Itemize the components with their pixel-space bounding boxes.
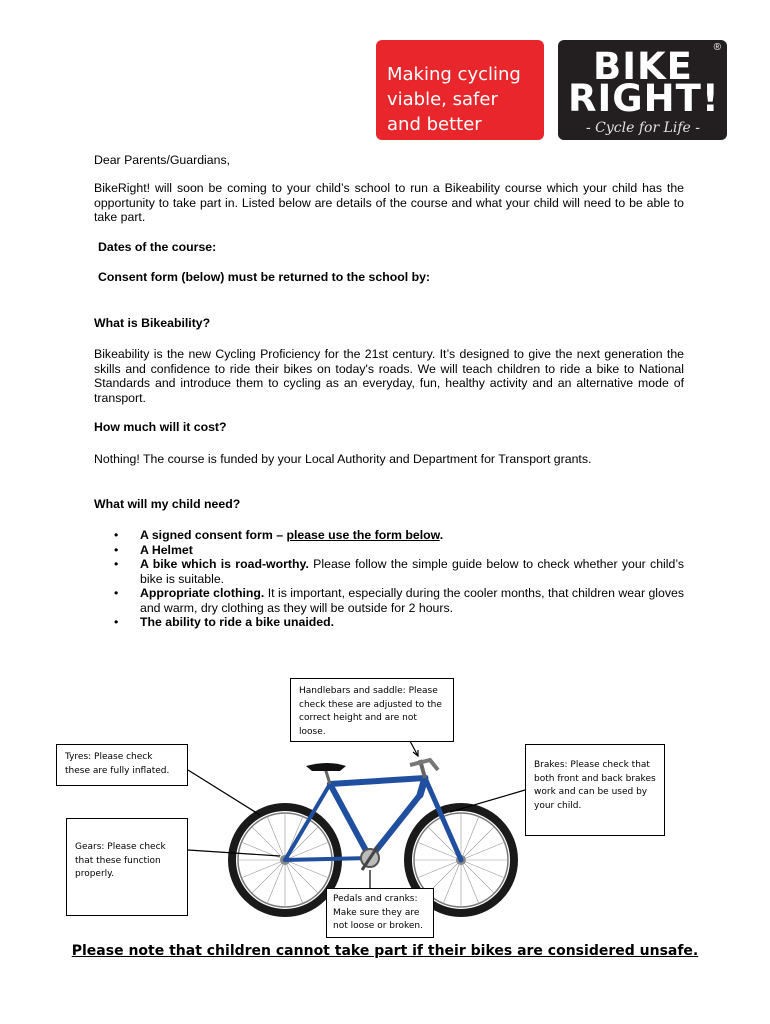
need-bold: A bike which is road-worthy. — [140, 557, 309, 571]
need-text: Please follow the simple guide below to check whether your child’s bike is suitable. — [140, 557, 684, 586]
tyres-callout: Tyres: Please check these are fully inflated. — [56, 744, 188, 786]
slogan-line-3: and better — [387, 114, 482, 135]
greeting: Dear Parents/Guardians, — [94, 153, 231, 167]
brand-line-1: BIKE — [593, 45, 693, 88]
saddle — [306, 763, 346, 771]
need-bold: Appropriate clothing. — [140, 586, 265, 600]
need-heading: What will my child need? — [94, 497, 241, 511]
gears-callout: Gears: Please check that these function properly. — [66, 818, 188, 916]
brakes-callout: Brakes: Please check that both front and back brakes work and can be used by your child. — [525, 744, 665, 836]
need-text: It is important, especially during the cooler months, that children wear gloves and warm, dry clothing as they will be outside for 2 hours. — [140, 586, 685, 615]
bullet: • — [114, 557, 119, 571]
brand-tagline: - Cycle for Life - — [585, 120, 701, 136]
bullet: • — [114, 615, 119, 629]
dates-label: Dates of the course: — [98, 240, 217, 254]
registered-mark: ® — [713, 42, 721, 53]
cost-heading: How much will it cost? — [94, 420, 227, 434]
what-heading: What is Bikeability? — [94, 316, 211, 330]
bullet: • — [114, 542, 119, 557]
slogan-line-1: Making cycling — [387, 64, 521, 85]
safety-warning: Please note that children cannot take part if their bikes are considered unsafe. — [71, 943, 699, 959]
need-bold: A Helmet — [140, 542, 193, 557]
need-bold: The ability to ride a bike unaided. — [140, 615, 335, 629]
bike-frame — [285, 778, 461, 860]
consent-label: Consent form (below) must be returned to the school by: — [98, 270, 431, 284]
bullet: • — [114, 586, 119, 600]
handlebars-callout: Handlebars and saddle: Please check these are adjusted to the correct height and are not loose. — [290, 678, 454, 742]
intro-paragraph: BikeRight! will soon be coming to your child’s school to run a Bikeability course which your child has the opportunity to take part in. Listed below are details of the course and what your child will need to be able to take part. — [94, 181, 684, 224]
brand-line-2: RIGHT! — [568, 77, 720, 120]
need-bold-end: . — [439, 528, 444, 542]
cost-body: Nothing! The course is funded by your Local Authority and Department for Transport grants. — [94, 452, 592, 466]
need-bold: A signed consent form – — [140, 528, 287, 542]
need-link: please use the form below — [286, 528, 440, 542]
bullet: • — [114, 528, 119, 542]
slogan-line-2: viable, safer — [387, 89, 498, 110]
pedals-callout: Pedals and cranks: Make sure they are not loose or broken. — [326, 888, 434, 938]
what-body: Bikeability is the new Cycling Proficiency for the 21st century. It’s designed to give the next generation the skills and confidence to ride their bikes on today's roads. We will teach children to ride a bike to National Standards and introduce them to cycling as an everyday, fun, healthy activity and an alternative mode of transport. — [94, 347, 684, 405]
